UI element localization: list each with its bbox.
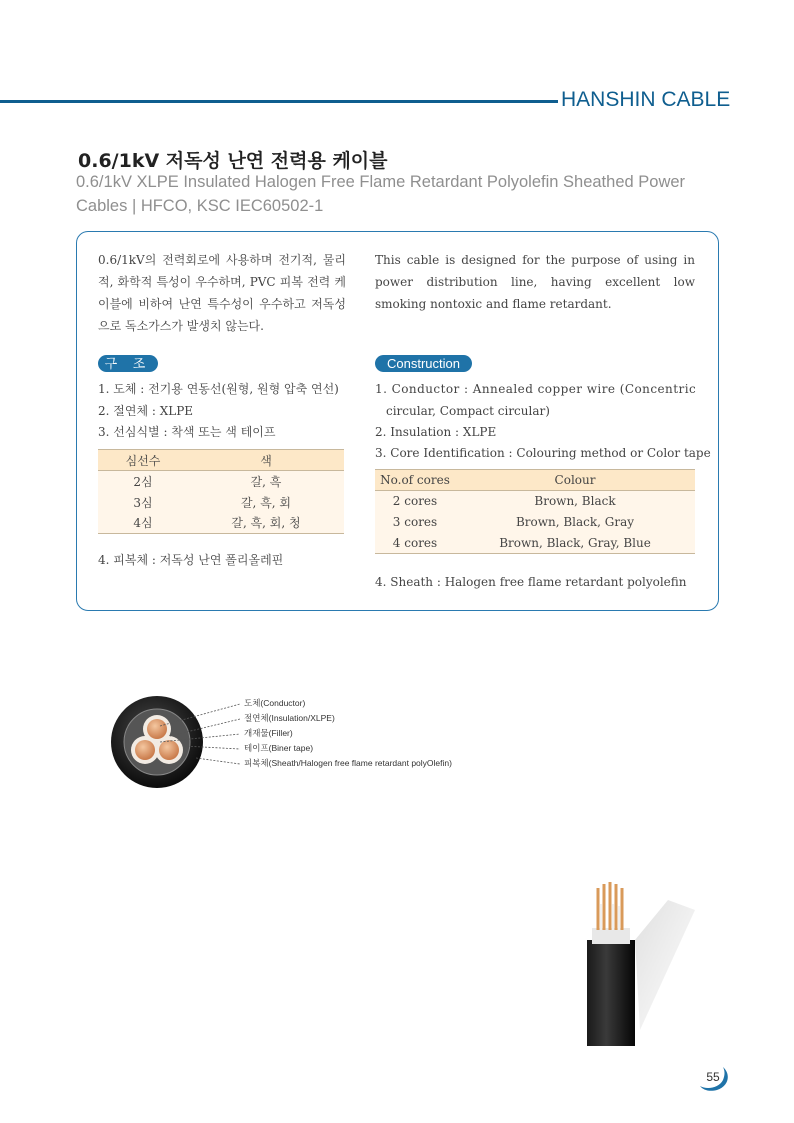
table-cell: 갈, 흑 — [188, 471, 344, 492]
conductor-item-english-continued: circular, Compact circular) — [386, 404, 550, 418]
table-cell: 갈, 흑, 회, 청 — [188, 513, 344, 534]
label-binder-tape: 테이프(Biner tape) — [244, 743, 314, 753]
table-row — [375, 491, 695, 512]
label-filler: 개재물(Filler) — [244, 728, 293, 738]
table-cell: Brown, Black — [455, 491, 695, 512]
table-header: Colour — [455, 470, 695, 491]
table-header: No.of cores — [375, 470, 455, 491]
table-header-row — [98, 450, 344, 471]
table-cell: Brown, Black, Gray — [455, 512, 695, 533]
sheath-item-english: 4. Sheath : Halogen free flame retardant polyolefin — [375, 575, 687, 589]
page-number: 55 — [706, 1070, 720, 1084]
header-rule — [0, 100, 558, 103]
core-id-item-english: 3. Core Identification : Colouring method or Color tape — [375, 446, 711, 460]
table-cell: 4심 — [98, 513, 188, 534]
core-colour-table-korean — [98, 449, 344, 534]
description-english: This cable is designed for the purpose of using in power distribution line, having excellent low smoking nontoxic and flame retardant. — [375, 253, 695, 311]
table-row — [375, 533, 695, 554]
table-row — [98, 513, 344, 534]
table-cell: 2심 — [98, 471, 188, 492]
table-header-row — [375, 470, 695, 491]
table-cell: 3심 — [98, 492, 188, 513]
table-cell: 3 cores — [375, 512, 455, 533]
label-sheath: 피복체(Sheath/Halogen free flame retardant polyOlefin) — [244, 758, 452, 768]
page-title-korean: 0.6/1kV 저독성 난연 전력용 케이블 — [78, 150, 388, 172]
conductor-item-korean: 1. 도체 : 전기용 연동선(원형, 원형 압축 연선) — [98, 382, 339, 396]
core-id-item-korean: 3. 선심식별 : 착색 또는 색 테이프 — [98, 425, 276, 439]
table-header: 심선수 — [98, 450, 188, 471]
table-cell: 2 cores — [375, 491, 455, 512]
table-row — [98, 492, 344, 513]
table-row — [98, 471, 344, 492]
page-title-english: 0.6/1kV XLPE Insulated Halogen Free Flame Retardant Polyolefin Sheathed Power Cables | HFCO, KSC IEC60502-1 — [76, 173, 686, 215]
table-cell: 갈, 흑, 회 — [188, 492, 344, 513]
construction-label-english: Construction — [375, 355, 472, 372]
table-row — [375, 512, 695, 533]
construction-label-korean: 구 조 — [98, 355, 158, 372]
description-korean: 0.6/1kV의 전력회로에 사용하며 전기적, 물리적, 화학적 특성이 우수하며, PVC 피복 전력 케이블에 비하여 난연 특수성이 우수하고 저독성으로 독소가스가 발생치 않는다. — [98, 253, 346, 333]
table-header: 색 — [188, 450, 344, 471]
label-insulation: 절연체(Insulation/XLPE) — [244, 713, 335, 723]
brand-name: HANSHIN CABLE — [561, 88, 731, 111]
insulation-item-korean: 2. 절연체 : XLPE — [98, 404, 194, 418]
insulation-item-english: 2. Insulation : XLPE — [375, 425, 497, 439]
cable-cross-section-diagram — [100, 688, 500, 788]
core-colour-table-english — [375, 469, 695, 554]
cable-photo — [560, 840, 710, 1060]
conductor-item-english: 1. Conductor : Annealed copper wire (Concentric — [375, 382, 697, 396]
table-cell: 4 cores — [375, 533, 455, 554]
sheath-item-korean: 4. 피복체 : 저독성 난연 폴리올레핀 — [98, 553, 284, 567]
label-conductor: 도체(Conductor) — [244, 698, 306, 708]
table-cell: Brown, Black, Gray, Blue — [455, 533, 695, 554]
page-number-badge — [697, 1064, 729, 1092]
